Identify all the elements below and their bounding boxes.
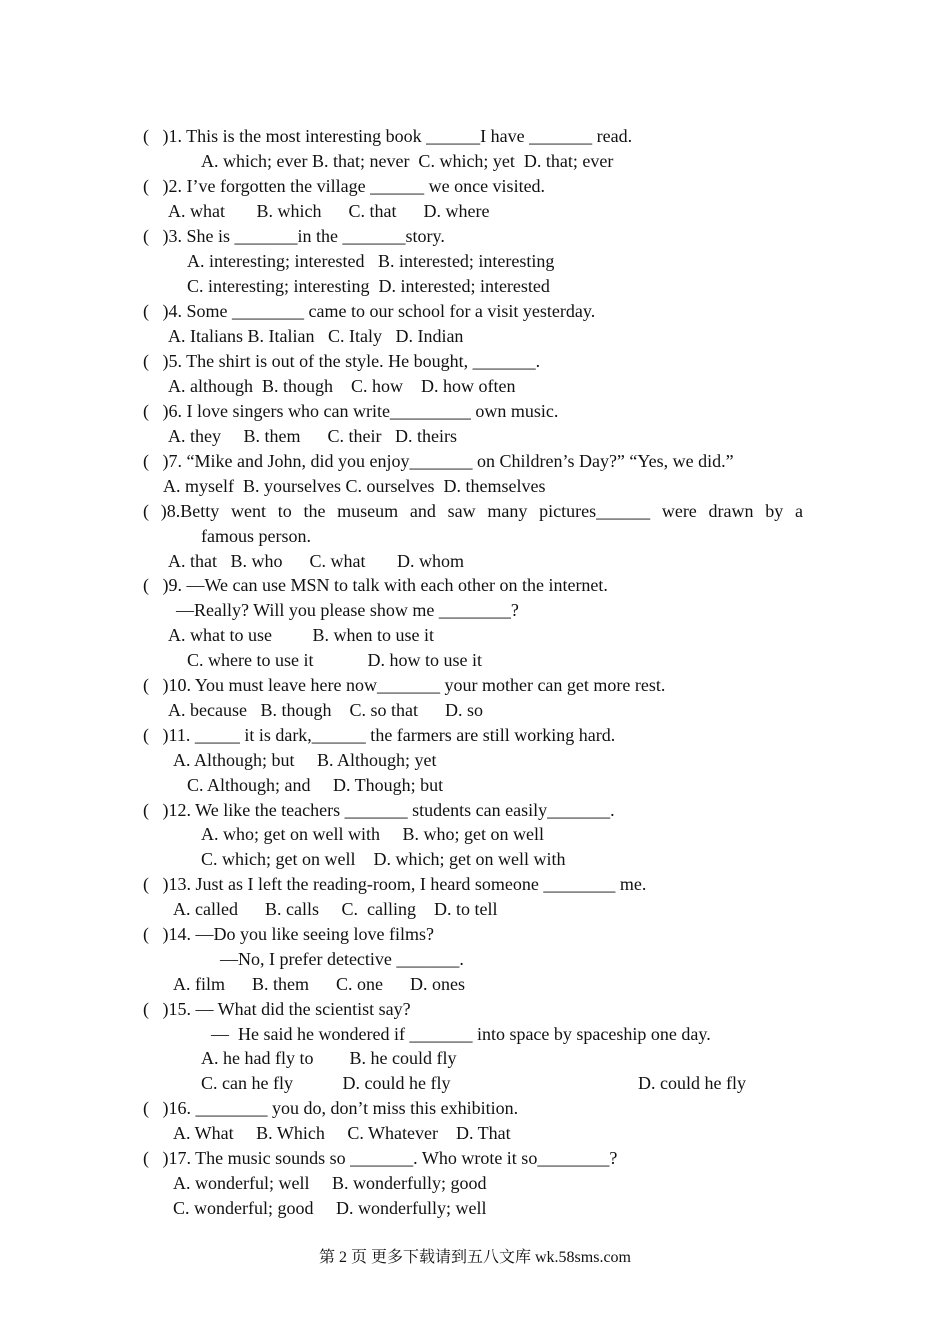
- options-10: A. because B. though C. so that D. so: [168, 700, 483, 720]
- options-13: A. called B. calls C. calling D. to tell: [173, 899, 498, 919]
- question-7: ( )7. “Mike and John, did you enjoy_______ on Children’s Day?” “Yes, we did.”: [143, 451, 734, 471]
- question-16: ( )16. ________ you do, don’t miss this exhibition.: [143, 1098, 519, 1118]
- options-9a: A. what to use B. when to use it: [168, 625, 434, 645]
- options-2: A. what B. which C. that D. where: [168, 201, 490, 221]
- options-11b: C. Although; and D. Though; but: [187, 775, 444, 795]
- question-10: ( )10. You must leave here now_______ your mother can get more rest.: [143, 675, 666, 695]
- question-3: ( )3. She is _______in the _______story.: [143, 226, 445, 246]
- question-5: ( )5. The shirt is out of the style. He bought, _______.: [143, 351, 541, 371]
- question-12: ( )12. We like the teachers _______ students can easily_______.: [143, 800, 615, 820]
- question-1: ( )1. This is the most interesting book ______I have _______ read.: [143, 126, 633, 146]
- options-15a: A. he had fly to B. he could fly: [201, 1048, 457, 1068]
- question-11: ( )11. _____ it is dark,______ the farmers are still working hard.: [143, 725, 616, 745]
- options-8: A. that B. who C. what D. whom: [168, 551, 464, 571]
- options-5: A. although B. though C. how D. how often: [168, 376, 516, 396]
- question-13: ( )13. Just as I left the reading-room, I heard someone ________ me.: [143, 874, 647, 894]
- options-11a: A. Although; but B. Although; yet: [173, 750, 437, 770]
- options-7: A. myself B. yourselves C. ourselves D. themselves: [163, 476, 546, 496]
- question-6: ( )6. I love singers who can write_________ own music.: [143, 401, 559, 421]
- question-14-reply: —No, I prefer detective _______.: [220, 949, 464, 969]
- options-17a: A. wonderful; well B. wonderfully; good: [173, 1173, 487, 1193]
- options-6: A. they B. them C. their D. theirs: [168, 426, 457, 446]
- question-9: ( )9. —We can use MSN to talk with each other on the internet.: [143, 575, 608, 595]
- question-8-cont: famous person.: [201, 526, 311, 546]
- options-15-extra: D. could he fly: [638, 1073, 746, 1093]
- options-1: A. which; ever B. that; never C. which; yet D. that; ever: [201, 151, 614, 171]
- options-3b: C. interesting; interesting D. interested; interested: [187, 276, 550, 296]
- question-15-reply: — He said he wondered if _______ into space by spaceship one day.: [211, 1024, 711, 1044]
- options-3a: A. interesting; interested B. interested; interesting: [187, 251, 555, 271]
- question-2: ( )2. I’ve forgotten the village ______ we once visited.: [143, 176, 546, 196]
- options-9b: C. where to use it D. how to use it: [187, 650, 482, 670]
- options-4: A. Italians B. Italian C. Italy D. Indian: [168, 326, 464, 346]
- question-9-reply: —Really? Will you please show me ________?: [176, 600, 519, 620]
- options-12b: C. which; get on well D. which; get on well with: [201, 849, 566, 869]
- options-12a: A. who; get on well with B. who; get on well: [201, 824, 544, 844]
- question-15: ( )15. — What did the scientist say?: [143, 999, 411, 1019]
- question-8: ( )8.Betty went to the museum and saw many pictures______ were drawn by a: [143, 501, 803, 521]
- options-16: A. What B. Which C. Whatever D. That: [173, 1123, 511, 1143]
- page-footer: 第 2 页 更多下载请到五八文库 wk.58sms.com: [318, 1249, 631, 1266]
- question-14: ( )14. —Do you like seeing love films?: [143, 924, 434, 944]
- options-15b: C. can he fly D. could he fly: [201, 1073, 451, 1093]
- options-17b: C. wonderful; good D. wonderfully; well: [173, 1198, 487, 1218]
- question-4: ( )4. Some ________ came to our school for a visit yesterday.: [143, 301, 596, 321]
- question-17: ( )17. The music sounds so _______. Who wrote it so________?: [143, 1148, 618, 1168]
- options-14: A. film B. them C. one D. ones: [173, 974, 465, 994]
